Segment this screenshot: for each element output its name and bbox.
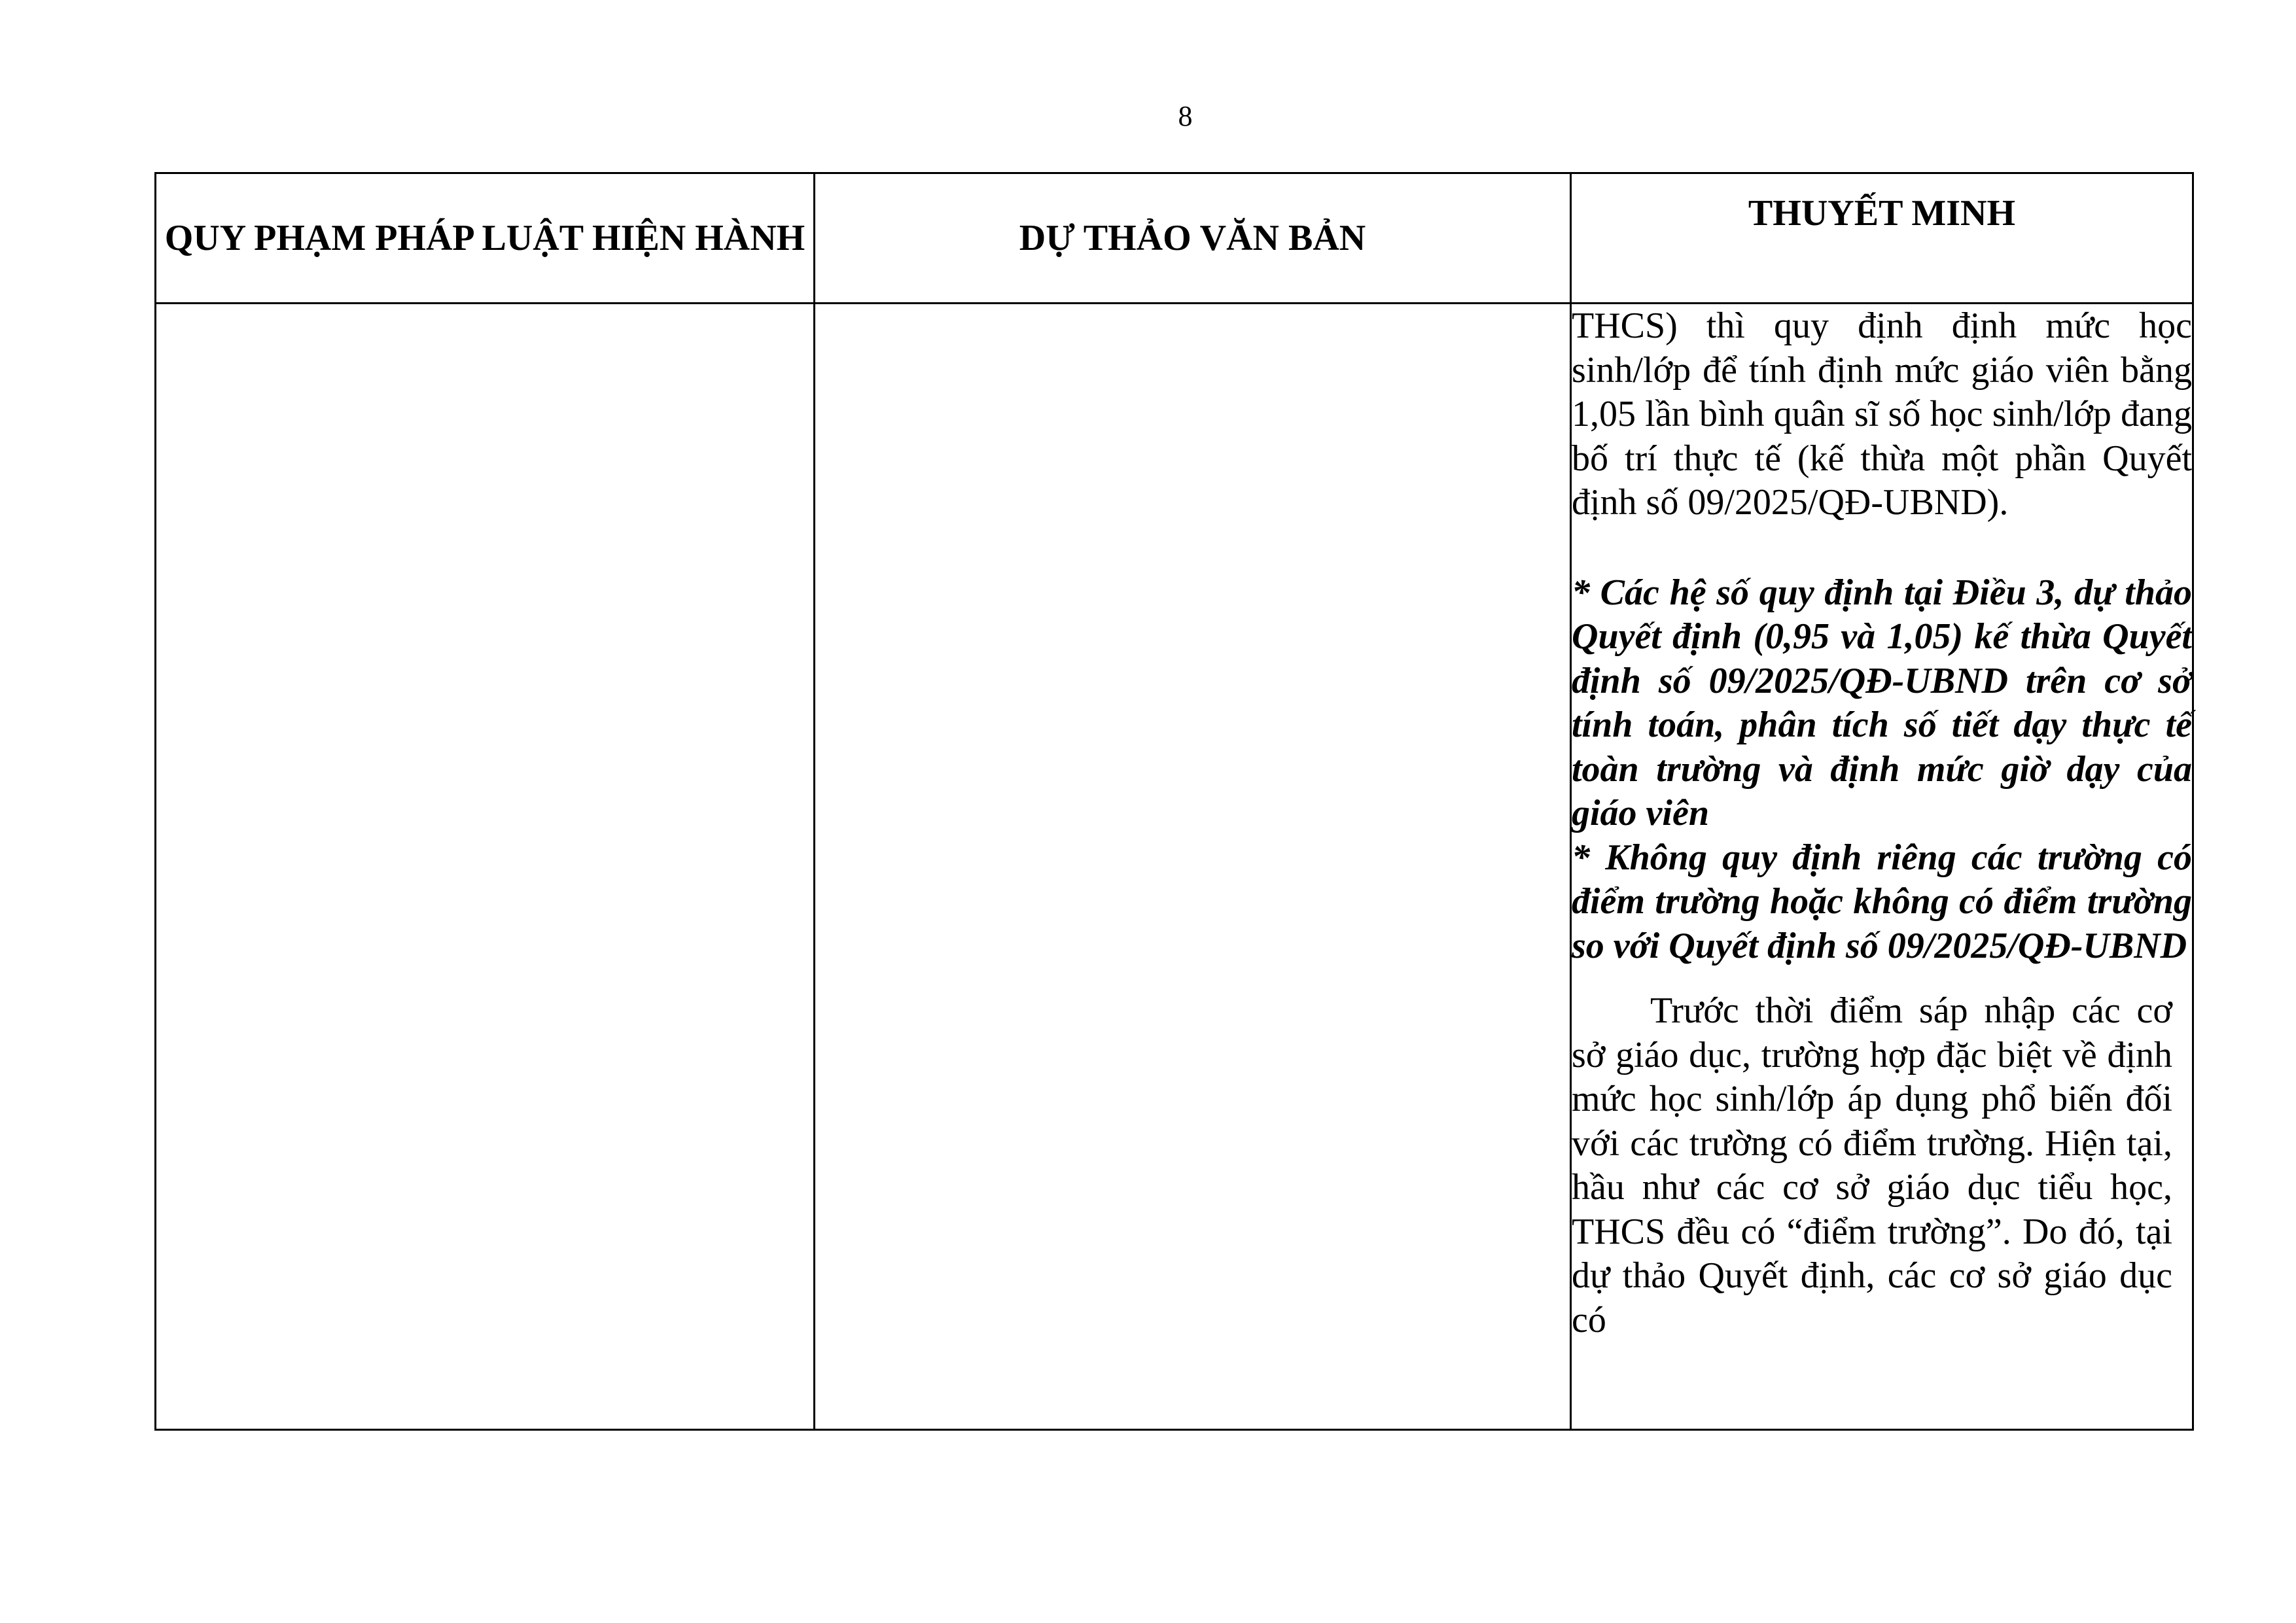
header-current-law: QUY PHẠM PHÁP LUẬT HIỆN HÀNH <box>156 173 815 304</box>
cell-explanation <box>1571 304 2193 1430</box>
note-coefficients: * Các hệ số quy định tại Điều 3, dự thảo Quyết định (0,95 và 1,05) kế thừa Quyết định số 09/2025/QĐ-UBND trên cơ sở tính toán, phân tích số tiết dạy thực tế toàn trường và định mức giờ dạy của giáo viên <box>1572 572 2192 833</box>
cell-current-law <box>156 304 815 1430</box>
cell-draft-document <box>815 304 1571 1430</box>
header-explanation: THUYẾT MINH <box>1571 173 2193 304</box>
header-draft-document: DỰ THẢO VĂN BẢN <box>815 173 1571 304</box>
explanation-notes <box>1572 571 2192 969</box>
comparison-table <box>154 172 2194 1431</box>
explanation-body-paragraph: Trước thời điểm sáp nhập các cơ sở giáo dục, trường hợp đặc biệt về định mức học sinh/lớp áp dụng phổ biến đối với các trường có điểm trường. Hiện tại, hầu như các cơ sở giáo dục tiểu học, THCS đều có “điểm trường”. Do đó, tại dự thảo Quyết định, các cơ sở giáo dục có <box>1572 990 2172 1340</box>
page-number: 8 <box>1178 100 1193 132</box>
table-header-row <box>156 173 2193 304</box>
table-row <box>156 304 2193 1430</box>
note-school-sites: * Không quy định riêng các trường có điểm trường hoặc không có điểm trường so với Quyết định số 09/2025/QĐ-UBND <box>1572 837 2192 966</box>
explanation-intro-paragraph: THCS) thì quy định định mức học sinh/lớp để tính định mức giáo viên bằng 1,05 lần bình quân sĩ số học sinh/lớp đang bố trí thực tế (kế thừa một phần Quyết định số 09/2025/QĐ-UBND). <box>1572 305 2192 523</box>
